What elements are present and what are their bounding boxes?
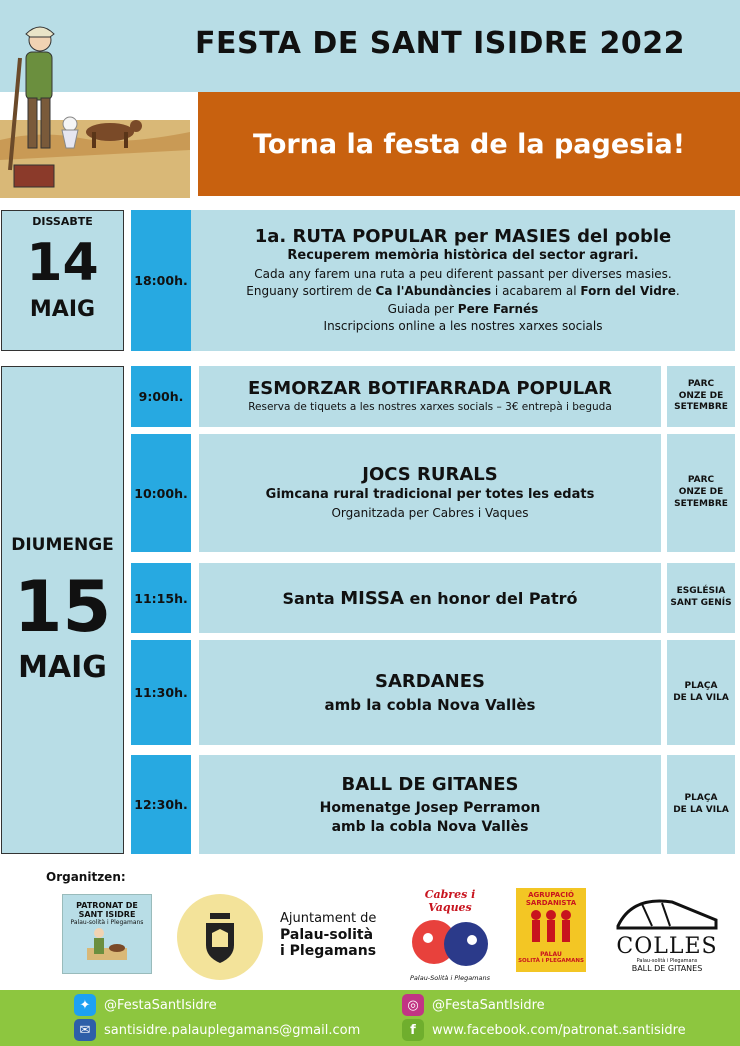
event-time: 10:00h.	[131, 434, 191, 552]
farmer-illustration	[0, 20, 190, 198]
event-box	[199, 366, 661, 427]
saturday-line3: Enguany sortirem de Ca l'Abundàncies i acabarem al Forn del Vidre.	[246, 284, 680, 299]
event-line: Gimcana rural tradicional per totes les edats	[265, 486, 595, 502]
event-line: amb la cobla Nova Vallès	[324, 696, 536, 715]
saturday-line2: Cada any farem una ruta a peu diferent passant per diverses masies.	[254, 266, 672, 281]
event-time: 11:15h.	[131, 563, 191, 633]
saturday-event-title: 1a. RUTA POPULAR per MASIES del poble	[254, 225, 672, 247]
event-box	[199, 640, 661, 745]
event-title: BALL DE GITANES	[341, 774, 519, 796]
email-icon: ✉	[74, 1019, 96, 1041]
event-line: Homenatge Josep Perramon	[319, 799, 541, 816]
instagram-icon: ◎	[402, 994, 424, 1016]
email-link[interactable]: ✉ santisidre.palauplegamans@gmail.com	[74, 1019, 360, 1041]
event-time: 11:30h.	[131, 640, 191, 745]
subtitle-banner	[198, 92, 740, 196]
saturday-weekday: DISSABTE	[32, 215, 93, 228]
patronat-logo: PATRONAT DE SANT ISIDRE Palau-solità i Plegamans	[62, 894, 152, 974]
event-box	[199, 755, 661, 854]
event-title: SARDANES	[375, 670, 485, 692]
event-place: PARC ONZE DE SETEMBRE	[667, 434, 735, 552]
cabres-logo: Cabres i Vaques Palau-Solità i Plegamans	[410, 888, 490, 982]
saturday-line4: Guiada per Pere Farnés	[387, 301, 539, 316]
saturday-date-box	[1, 210, 124, 351]
event-place: PLAÇA DE LA VILA	[667, 755, 735, 854]
saturday-line5: Inscripcions online a les nostres xarxes socials	[323, 319, 603, 334]
instagram-link[interactable]: ◎ @FestaSantIsidre	[402, 994, 545, 1016]
sunday-month: MAIG	[18, 650, 107, 685]
twitter-link[interactable]: ✦ @FestaSantIsidre	[74, 994, 217, 1016]
event-time: 12:30h.	[131, 755, 191, 854]
sunday-weekday: DIUMENGE	[11, 535, 114, 555]
saturday-line1: Recuperem memòria històrica del sector agrari.	[287, 248, 639, 264]
event-place: PARC ONZE DE SETEMBRE	[667, 366, 735, 427]
event-line: Reserva de tiquets a les nostres xarxes socials – 3€ entrepà i beguda	[248, 400, 612, 413]
colles-logo: COLLES Palau-solità i Plegamans BALL DE GITANES	[610, 892, 724, 976]
event-place: ESGLÉSIA SANT GENÍS	[667, 563, 735, 633]
saturday-month: MAIG	[29, 296, 96, 322]
sunday-date-box	[1, 366, 124, 854]
twitter-icon: ✦	[74, 994, 96, 1016]
saturday-day: 14	[26, 233, 99, 293]
ajuntament-text: Ajuntament de Palau-solità i Plegamans	[280, 911, 377, 960]
page-title: FESTA DE SANT ISIDRE 2022	[195, 26, 685, 61]
event-line: Organitzada per Cabres i Vaques	[331, 505, 529, 520]
facebook-link[interactable]: f www.facebook.com/patronat.santisidre	[402, 1019, 686, 1041]
agrupacio-logo: AGRUPACIÓ SARDANISTA PALAU SOLITÀ i PLEGAMANS	[516, 888, 586, 972]
event-box	[199, 563, 661, 633]
subtitle: Torna la festa de la pagesia!	[252, 128, 686, 160]
event-place: PLAÇA DE LA VILA	[667, 640, 735, 745]
event-title: Santa MISSA en honor del Patró	[282, 587, 578, 609]
saturday-event	[191, 210, 735, 351]
event-title: JOCS RURALS	[362, 464, 498, 486]
ajuntament-shield-icon	[176, 893, 264, 981]
saturday-time: 18:00h.	[131, 210, 191, 351]
event-line: amb la cobla Nova Vallès	[331, 818, 529, 835]
facebook-icon: f	[402, 1019, 424, 1041]
event-box	[199, 434, 661, 552]
event-time: 9:00h.	[131, 366, 191, 427]
sunday-day: 15	[13, 566, 112, 648]
event-title: ESMORZAR BOTIFARRADA POPULAR	[248, 378, 612, 400]
organizers-label: Organitzen:	[46, 870, 126, 884]
